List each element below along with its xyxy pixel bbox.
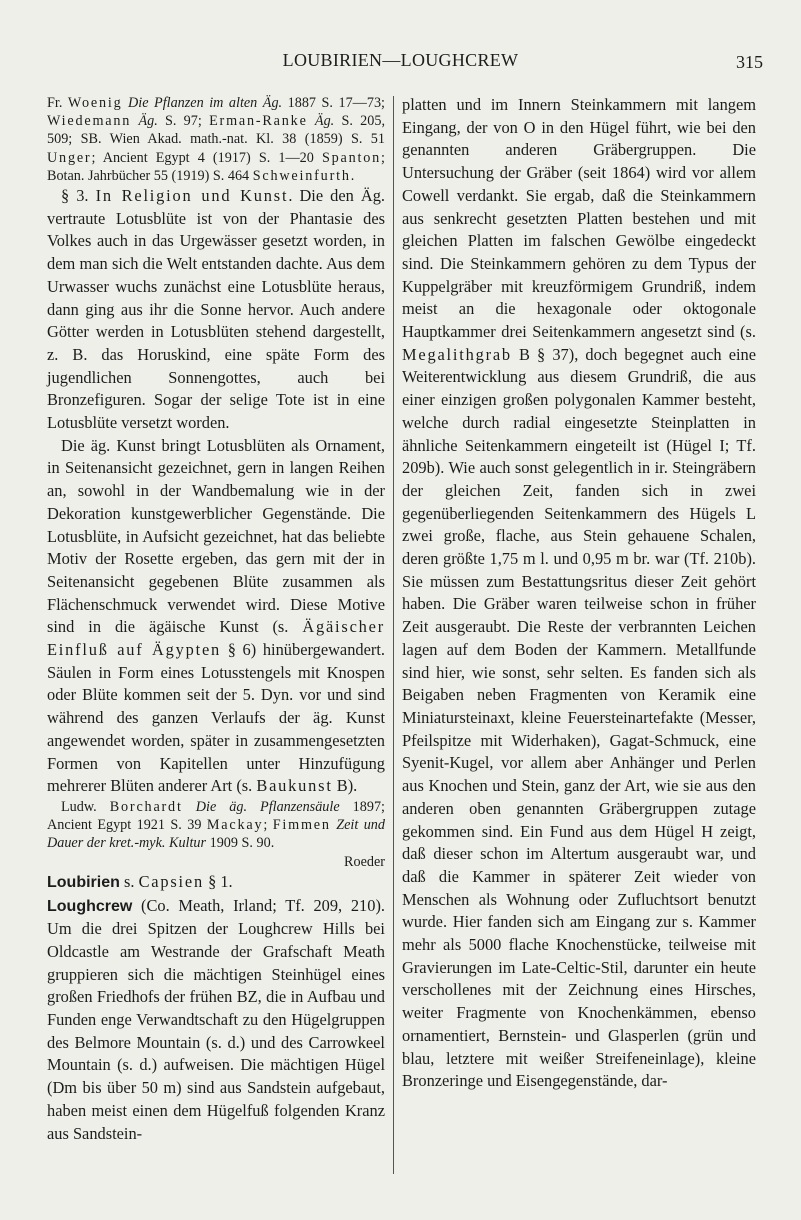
running-head: LOUBIRIEN—LOUGHCREW bbox=[282, 50, 519, 70]
bibliography-note-1: Fr. Woenig Die Pflanzen im alten Äg. 1887 S. 17—73; Wiedemann Äg. S. 97; Erman-Ranke Äg. S. 205, 509; SB. Wien Akad. math.-nat. Kl. 38 (1859) S. 51 Unger; Ancient Egypt 4 (1917) S. 1—20 Spanton; Botan. Jahrbücher 55 (1919) S. 464 Schweinfurth. bbox=[47, 95, 385, 184]
ornament-paragraph: Die äg. Kunst bringt Lotusblüten als Ornament, in Seitenansicht gezeichnet, gern in langen Reihen an, sowohl in der Wandbemalung wie in der Dekoration kunstgewerblicher Gegenstände. Die Lotusblüte, in Aufsicht gezeichnet, hat das beliebte Motiv der Rosette ergeben, das gern mit der in Seitenansicht gegebenen Blüte zusammen als Flächenschmuck verwendet wird. Diese Motive sind in die ägäische Kunst (s. Ägäischer Einfluß auf Ägypten § 6) hinübergewandert. Säulen in Form eines Lotusstengels mit Knospen oder Blüte kommen seit der 5. Dyn. vor und sind während des ganzen Verlaufs der äg. Kunst angewendet worden, später in zusammengesetzten Formen von Kapitellen unter Hinzufügung mehrerer Blüten anderer Art (s. Baukunst B). bbox=[47, 435, 385, 796]
author-signature: Roeder bbox=[344, 853, 385, 870]
column-divider bbox=[393, 96, 394, 1174]
page-number: 315 bbox=[736, 52, 763, 72]
entry-loubirien: Loubirien s. Capsien § 1. bbox=[47, 871, 233, 891]
section-3-paragraph: § 3. In Religion und Kunst. Die den Äg. vertraute Lotusblüte ist von der Phantasie des Volkes auch in das Urgewässer gesetzt worden, in dem man sich die Welt entstanden dachte. Aus dem Urwasser wuchs zunächst eine Lotusblüte heraus, dann ging aus ihr die Sonne hervor. Auch andere Götter werden in Lotusblüten stehend dargestellt, z. B. das Horuskind, eine späte Form des jugendlichen Sonnengottes, auch bei Bronzefiguren. Sogar der selige Tote ist in eine Lotusblüte versetzt worden. bbox=[47, 186, 385, 433]
bibliography-note-2: Ludw. Borchardt Die äg. Pflanzensäule 1897; Ancient Egypt 1921 S. 39 Mackay; Fimmen Zeit und Dauer der kret.-myk. Kultur 1909 S. 90. bbox=[47, 799, 385, 852]
left-column bbox=[47, 94, 385, 1145]
loughcrew-continuation: platten und im Innern Steinkammern mit langem Eingang, der von O in den Hügel führt, wie bei den genannten anderen Gräbergruppen. Die Untersuchung der Gräber (seit 1864) wird vor allem Cowell verdankt. Sie ergab, daß die Steinkammern aus senkrecht gesetzten Platten bestehen und mit gleichen Platten im falschen Gewölbe eingedeckt sind. Die Steinkammern gehören zu dem Typus der Kuppelgräber mit kreuzförmigem Grundriß, indem meist an die hexagonale oder oktogonale Hauptkammer drei Seitenkammern angesetzt sind (s. Megalithgrab B § 37), doch begegnet auch eine Weiterentwicklung aus diesem Grundriß, die aus einer einzigen großen polygonalen Kammer besteht, welche durch radial eingesetzte Steinplatten in ähnliche Seitenkammern eingeteilt ist (Hügel I; Tf. 209b). Wie auch sonst gelegentlich in ir. Steingräbern der gleichen Zeit, fanden sich in zwei gegenüberliegenden Seitenkammern des Hügels L zwei große, flache, aus Stein gehauene Schalen, deren größte 1,75 m l. und 0,95 m br. war (Tf. 210b). Sie müssen zum Bestattungsritus dieser Zeit gehört haben. Die Gräber waren teilweise schon in früher Zeit ausgeraubt. Die Reste der verbrannten Leichen lagen auf dem Boden der Kammern. Metallfunde sind hier, wie sonst, sehr selten. Es fanden sich als Beigaben neben Fragmenten von Keramik eine Miniatursteinaxt, kleine Feuersteinartefakte (Messer, Pfeilspitze mit Widerhaken), Gagat-Schmuck, eine Syenit-Kugel, vor allem aber Anhänger und Perlen aus Knochen und Stein, ganz der Art, wie sie aus den anderen oben genannten Gräbergruppen zutage gekommen sind. Ein Fund aus dem Hügel H zeigt, daß dieser schon im Altertum ausgeraubt war, und daß die Kammer in späterer Zeit wieder von Menschen als Wohnung oder Zufluchtsort benutzt wurde. Hier fanden sich am Eingang zur s. Kammer mehr als 5000 flache Knochenstücke, teilweise mit Gravierungen im Late-Celtic-Stil, darunter ein heute verschollenes mit der Zeichnung eines Hirsches, weiter Fragmente von Knochenkämmen, ebenso ornamentiert, Bernstein- und Glasperlen (grün und blau, letztere mit weißer Streifeneinlage), kleine Bronzeringe und Eisengegenstände, dar- bbox=[402, 95, 756, 1091]
entry-loughcrew: Loughcrew (Co. Meath, Irland; Tf. 209, 210). Um die drei Spitzen der Loughcrew Hills bei Oldcastle am Westrande der Grafschaft Meath gruppieren sich die mächtigen Steinhügel eines großen Friedhofs der frühen BZ, die in Aufbau und Funden enge Verwandtschaft zu den Hügelgruppen des Belmore Mountain (s. d.) und des Carrowkeel Mountain (s. d.) aufweisen. Die mächtigen Hügel (Dm bis über 50 m) sind aus Sandstein aufgebaut, haben meist einen dem Hügelfuß folgenden Kranz aus Sandstein- bbox=[47, 895, 385, 1143]
right-column bbox=[402, 94, 756, 1093]
